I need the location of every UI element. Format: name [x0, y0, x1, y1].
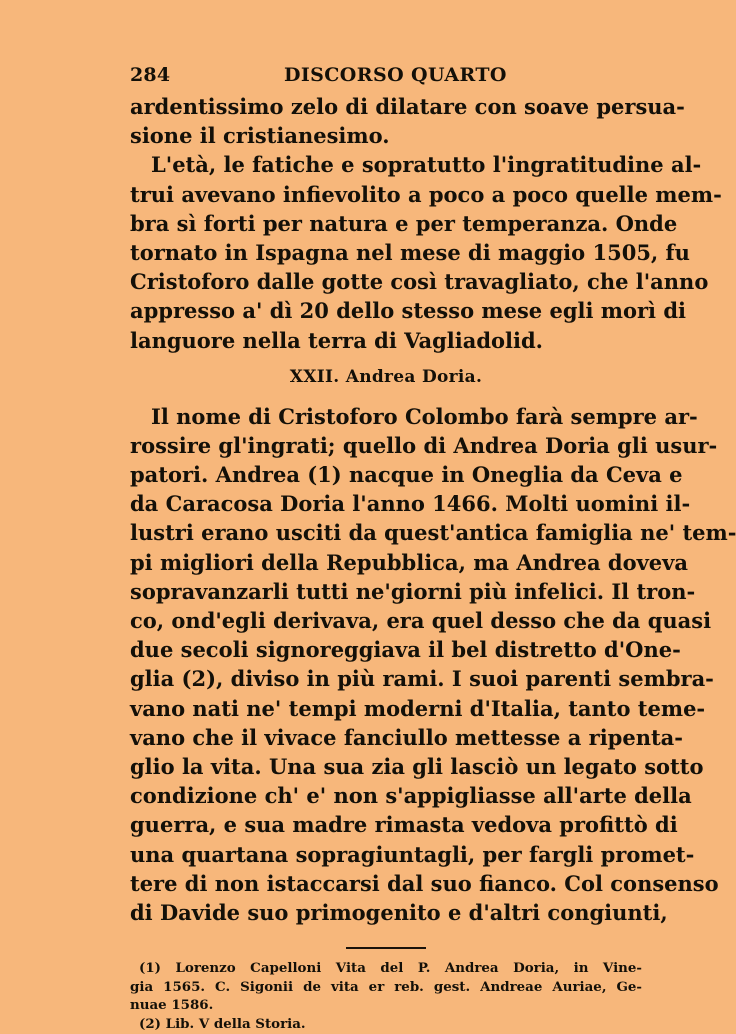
- footnote-line: (1) Lorenzo Capelloni Vita del P. Andrea Doria, in Vine-: [139, 960, 642, 977]
- text-line: pi migliori della Repubblica, ma Andrea doveva: [130, 549, 688, 575]
- text-line: Cristoforo dalle gotte così travagliato, che l'anno: [130, 269, 709, 295]
- text-line: guerra, e sua madre rimasta vedova profittò di: [130, 812, 678, 838]
- paragraph-2: [130, 150, 722, 354]
- text-line: ardentissimo zelo di dilatare con soave persua-: [130, 94, 685, 119]
- page-header: [130, 62, 642, 92]
- text-line: vano che il vivace fanciullo mettesse a ripenta-: [130, 724, 684, 750]
- text-line: L'età, le fatiche e sopratutto l'ingratitudine al-: [151, 152, 702, 178]
- text-line: sopravanzarli tutti ne'giorni più infelici. Il tron-: [130, 578, 696, 604]
- page-number: 284: [130, 64, 171, 86]
- text-line: una quartana sopragiuntagli, per fargli promet-: [130, 841, 695, 867]
- running-title: DISCORSO QUARTO: [284, 64, 507, 86]
- section-title: XXII. Andrea Doria.: [289, 366, 483, 387]
- text-line: glio la vita. Una sua zia gli lasciò un legato sotto: [130, 753, 704, 779]
- footnote-line: (2) Lib. V della Storia.: [139, 1016, 306, 1033]
- text-line: di Davide suo primogenito e d'altri congiunti,: [130, 899, 668, 925]
- footnote-2: [130, 1015, 642, 1034]
- text-line: languore nella terra di Vagliadolid.: [130, 327, 543, 353]
- text-line: Il nome di Cristoforo Colombo farà sempre ar-: [151, 403, 698, 429]
- text-line: condizione ch' e' non s'appigliasse all'arte della: [130, 783, 692, 809]
- footnote-1: [130, 959, 642, 1015]
- footnote-line: nuae 1586.: [130, 997, 214, 1014]
- section-paragraph: [130, 402, 736, 927]
- book-page: [130, 62, 736, 1033]
- footnote-divider: [346, 947, 426, 949]
- text-line: due secoli signoreggiava il bel distretto d'One-: [130, 637, 681, 663]
- text-line: tornato in Ispagna nel mese di maggio 1505, fu: [130, 239, 690, 265]
- footnote-line: gia 1565. C. Sigonii de vita er reb. gest. Andreae Auriae, Ge-: [130, 978, 642, 995]
- text-line: lustri erano usciti da quest'antica famiglia ne' tem-: [130, 520, 736, 546]
- text-line: da Caracosa Doria l'anno 1466. Molti uomini il-: [130, 491, 691, 517]
- paragraph-1: [130, 92, 685, 150]
- text-line: glia (2), diviso in più rami. I suoi parenti sembra-: [130, 666, 714, 692]
- text-line: appresso a' dì 20 dello stesso mese egli morì di: [130, 298, 687, 324]
- text-line: rossire gl'ingrati; quello di Andrea Doria gli usur-: [130, 432, 718, 458]
- text-line: vano nati ne' tempi moderni d'Italia, tanto teme-: [130, 695, 706, 721]
- text-line: tere di non istaccarsi dal suo fianco. Col consenso: [130, 870, 719, 896]
- text-line: sione il cristianesimo.: [130, 123, 390, 149]
- text-line: trui avevano infievolito a poco a poco quelle mem-: [130, 181, 722, 207]
- text-line: co, ond'egli derivava, era quel desso che da quasi: [130, 608, 712, 633]
- text-line: patori. Andrea (1) nacque in Oneglia da Ceva e: [130, 462, 683, 488]
- text-line: bra sì forti per natura e per temperanza. Onde: [130, 210, 678, 236]
